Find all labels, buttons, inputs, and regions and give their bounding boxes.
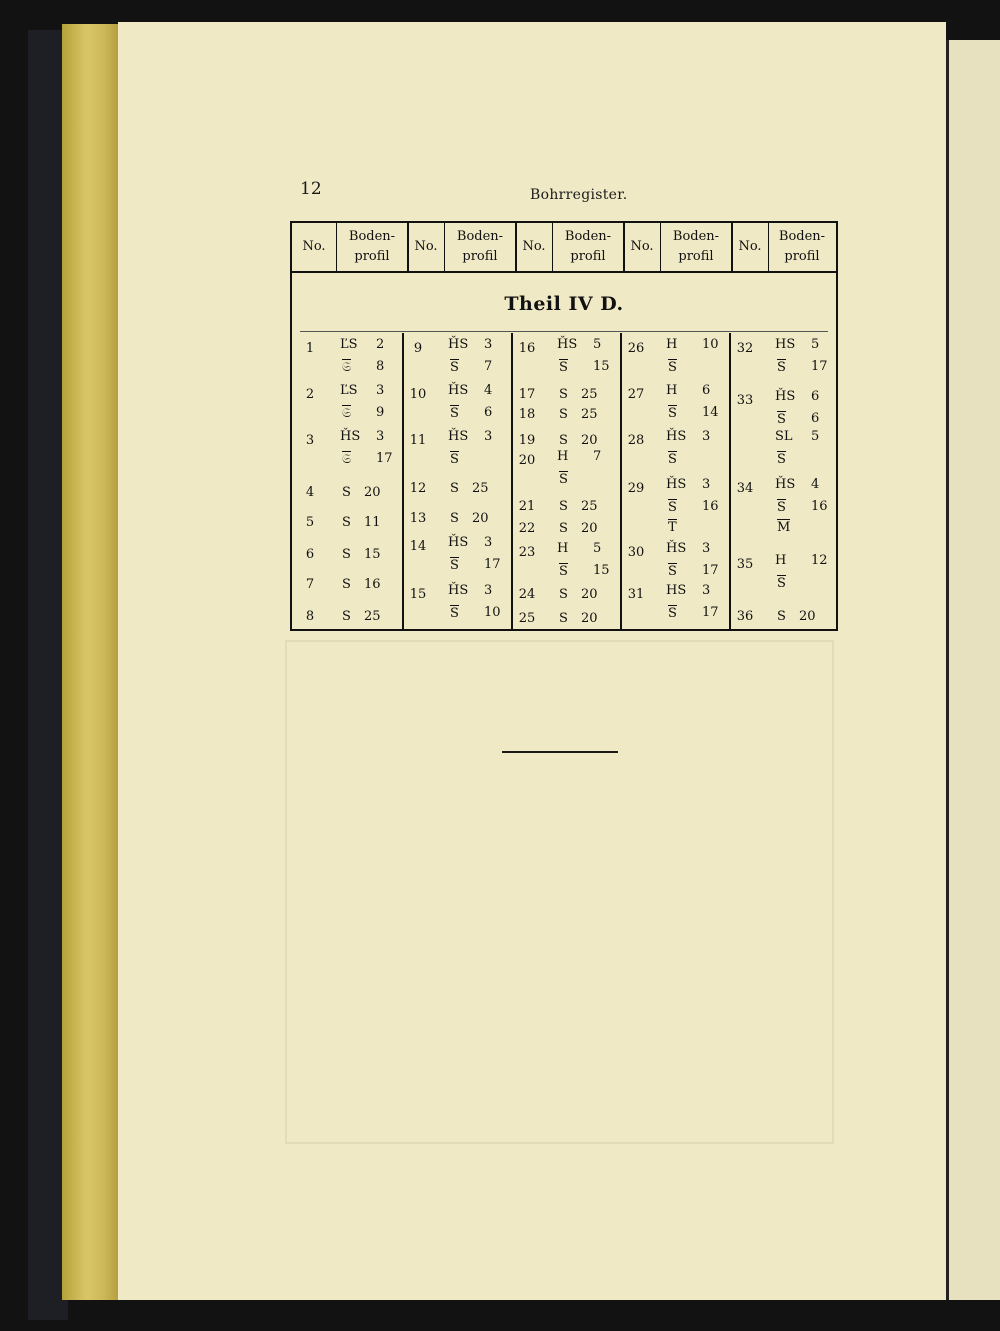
soil-profile-lower: 𝔖: [342, 452, 352, 467]
entry-number: 21: [518, 499, 536, 514]
soil-profile-upper: H: [557, 541, 569, 556]
profile-depth: 15: [364, 547, 381, 562]
profile-depth: 25: [581, 387, 598, 402]
soil-profile: S: [559, 407, 568, 422]
header-profil: Boden- profil: [778, 229, 826, 264]
soil-profile-lower: 𝔖: [342, 406, 352, 421]
entry-number: 26: [627, 341, 645, 356]
borehole-register-table: [290, 221, 838, 631]
entry-number: 25: [518, 611, 536, 626]
upper-depth: 3: [484, 583, 493, 598]
lower-depth: 17: [811, 359, 828, 374]
soil-profile-middle: S: [668, 500, 677, 515]
soil-profile: S: [559, 521, 568, 536]
page-number: 12: [300, 179, 322, 199]
profile-depth: 20: [472, 511, 489, 526]
entry-number: 29: [627, 481, 645, 496]
soil-profile-upper: SL: [775, 429, 793, 444]
soil-profile-upper: H: [666, 383, 678, 398]
middle-depth: 16: [811, 499, 828, 514]
lower-depth: 7: [484, 359, 493, 374]
soil-profile-middle: S: [777, 500, 786, 515]
entry-number: 5: [305, 515, 315, 530]
lower-depth: 14: [702, 405, 719, 420]
entry-number: 7: [305, 577, 315, 592]
soil-profile: S: [342, 577, 351, 592]
upper-depth: 3: [702, 583, 711, 598]
entry-number: 24: [518, 587, 536, 602]
upper-depth: 5: [811, 429, 820, 444]
header-no: No.: [522, 239, 546, 254]
soil-profile: S: [559, 433, 568, 448]
soil-profile-lower: M: [777, 520, 791, 535]
entry-number: 11: [409, 433, 427, 448]
header-profil: Boden- profil: [456, 229, 504, 264]
soil-profile-lower: S: [777, 360, 786, 375]
profile-depth: 20: [581, 521, 598, 536]
soil-profile-upper: ȞS: [775, 477, 796, 492]
header-no: No.: [302, 239, 326, 254]
soil-profile-upper: ĽS: [340, 337, 358, 352]
upper-depth: 3: [702, 541, 711, 556]
upper-depth: 3: [376, 383, 385, 398]
upper-depth: 7: [593, 449, 602, 464]
bleed-through-table: [285, 640, 834, 1144]
soil-profile-lower: S: [668, 564, 677, 579]
entry-number: 8: [305, 609, 315, 624]
soil-profile-lower: S: [668, 406, 677, 421]
upper-depth: 3: [484, 429, 493, 444]
soil-profile-upper: ȞS: [448, 383, 469, 398]
header-no: No.: [630, 239, 654, 254]
section-divider: [300, 331, 828, 332]
soil-profile: S: [342, 485, 351, 500]
lower-depth: 9: [376, 405, 385, 420]
entry-number: 9: [413, 341, 423, 356]
entry-number: 28: [627, 433, 645, 448]
entry-number: 13: [409, 511, 427, 526]
profile-depth: 25: [472, 481, 489, 496]
lower-depth: 17: [484, 557, 501, 572]
entry-number: 12: [409, 481, 427, 496]
entry-number: 14: [409, 539, 427, 554]
upper-depth: 2: [376, 337, 385, 352]
entry-number: 33: [736, 393, 754, 408]
soil-profile-upper: H: [666, 337, 678, 352]
soil-profile: S: [342, 515, 351, 530]
entry-number: 27: [627, 387, 645, 402]
header-no: No.: [738, 239, 762, 254]
soil-profile-lower: S: [777, 412, 786, 427]
profile-depth: 25: [581, 407, 598, 422]
lower-depth: 10: [484, 605, 501, 620]
upper-depth: 3: [702, 477, 711, 492]
profile-depth: 20: [581, 433, 598, 448]
soil-profile-lower: S: [668, 606, 677, 621]
soil-profile-upper: ȞS: [448, 535, 469, 550]
header-profil: Boden- profil: [564, 229, 612, 264]
soil-profile: S: [777, 609, 786, 624]
soil-profile-lower: T: [668, 520, 677, 535]
profile-depth: 20: [799, 609, 816, 624]
upper-depth: 3: [376, 429, 385, 444]
header-profil: Boden- profil: [672, 229, 720, 264]
page-edges: [62, 24, 124, 1300]
entry-number: 30: [627, 545, 645, 560]
upper-depth: 4: [484, 383, 493, 398]
entry-number: 10: [409, 387, 427, 402]
soil-profile-upper: H: [557, 449, 569, 464]
lower-depth: 8: [376, 359, 385, 374]
soil-profile: S: [559, 499, 568, 514]
upper-depth: 10: [702, 337, 719, 352]
profile-depth: 20: [581, 587, 598, 602]
lower-depth: 6: [811, 411, 820, 426]
header-no: No.: [414, 239, 438, 254]
entry-number: 31: [627, 587, 645, 602]
entry-number: 22: [518, 521, 536, 536]
soil-profile-lower: S: [450, 360, 459, 375]
entry-number: 3: [305, 433, 315, 448]
soil-profile-upper: ȞS: [557, 337, 578, 352]
soil-profile-lower: S: [450, 558, 459, 573]
soil-profile: S: [559, 611, 568, 626]
soil-profile-upper: ȞS: [448, 429, 469, 444]
lower-depth: 6: [484, 405, 493, 420]
running-head: Bohrregister.: [530, 187, 628, 203]
upper-depth: 6: [811, 389, 820, 404]
facing-page-edge: [946, 40, 1000, 1300]
soil-profile-lower: S: [777, 576, 786, 591]
soil-profile: S: [342, 547, 351, 562]
upper-depth: 5: [593, 541, 602, 556]
soil-profile-lower: S: [559, 472, 568, 487]
soil-profile-upper: HS: [775, 337, 796, 352]
upper-depth: 3: [484, 337, 493, 352]
soil-profile-lower: S: [450, 606, 459, 621]
soil-profile-upper: ȞS: [666, 477, 687, 492]
soil-profile-lower: S: [777, 452, 786, 467]
entry-number: 32: [736, 341, 754, 356]
entry-number: 16: [518, 341, 536, 356]
upper-depth: 6: [702, 383, 711, 398]
soil-profile-lower: S: [450, 406, 459, 421]
soil-profile-lower: S: [668, 452, 677, 467]
soil-profile-lower: S: [450, 452, 459, 467]
upper-depth: 3: [702, 429, 711, 444]
soil-profile-lower: S: [559, 360, 568, 375]
soil-profile-upper: HS: [666, 583, 687, 598]
profile-depth: 20: [364, 485, 381, 500]
soil-profile-upper: ȞS: [666, 541, 687, 556]
entry-number: 1: [305, 341, 315, 356]
soil-profile: S: [342, 609, 351, 624]
entry-number: 19: [518, 433, 536, 448]
soil-profile-lower: 𝔖: [342, 360, 352, 375]
lower-depth: 17: [376, 451, 393, 466]
entry-number: 23: [518, 545, 536, 560]
lower-depth: 15: [593, 359, 610, 374]
soil-profile-upper: ĽS: [340, 383, 358, 398]
soil-profile: S: [559, 587, 568, 602]
table-header: [292, 223, 836, 273]
profile-depth: 11: [364, 515, 381, 530]
soil-profile-lower: S: [668, 360, 677, 375]
upper-depth: 5: [593, 337, 602, 352]
entry-number: 17: [518, 387, 536, 402]
profile-depth: 20: [581, 611, 598, 626]
upper-depth: 12: [811, 553, 828, 568]
entry-number: 15: [409, 587, 427, 602]
section-title: Theil IV D.: [504, 293, 624, 315]
upper-depth: 4: [811, 477, 820, 492]
upper-depth: 3: [484, 535, 493, 550]
entry-number: 35: [736, 557, 754, 572]
soil-profile-upper: ȞS: [666, 429, 687, 444]
profile-depth: 16: [364, 577, 381, 592]
lower-depth: 15: [593, 563, 610, 578]
lower-depth: 17: [702, 605, 719, 620]
soil-profile-upper: ȞS: [775, 389, 796, 404]
closing-rule: [502, 751, 618, 753]
lower-depth: 17: [702, 563, 719, 578]
entry-number: 6: [305, 547, 315, 562]
entry-number: 36: [736, 609, 754, 624]
soil-profile-upper: ȞS: [448, 583, 469, 598]
profile-depth: 25: [364, 609, 381, 624]
header-profil: Boden- profil: [348, 229, 396, 264]
soil-profile-upper: ȞS: [340, 429, 361, 444]
entry-number: 4: [305, 485, 315, 500]
soil-profile-lower: S: [559, 564, 568, 579]
soil-profile-upper: H: [775, 553, 787, 568]
entry-number: 2: [305, 387, 315, 402]
soil-profile: S: [450, 511, 459, 526]
soil-profile: S: [559, 387, 568, 402]
upper-depth: 5: [811, 337, 820, 352]
entry-number: 20: [518, 453, 536, 468]
entry-number: 34: [736, 481, 754, 496]
entry-number: 18: [518, 407, 536, 422]
soil-profile-upper: ȞS: [448, 337, 469, 352]
profile-depth: 25: [581, 499, 598, 514]
middle-depth: 16: [702, 499, 719, 514]
soil-profile: S: [450, 481, 459, 496]
